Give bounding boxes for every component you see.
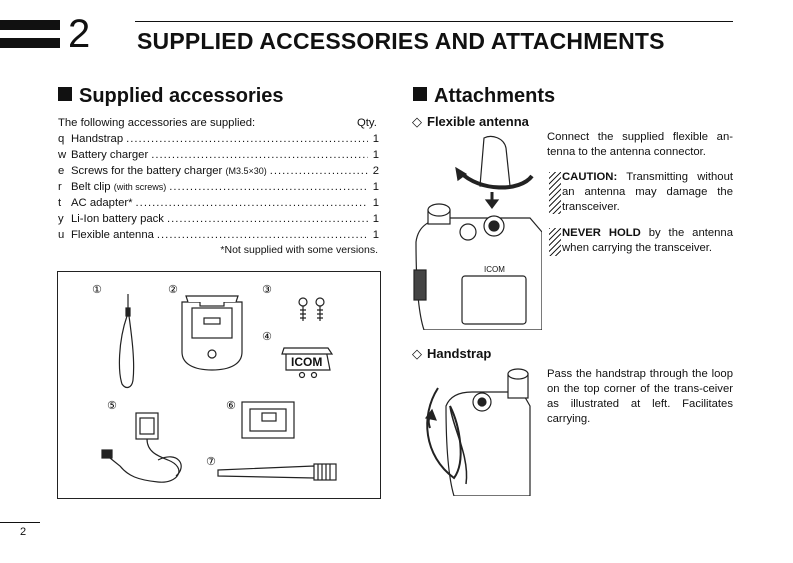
accessories-intro: The following accessories are supplied: — [58, 117, 256, 129]
figure-number-6: ⑥ — [226, 399, 236, 412]
accessory-qty: 1 — [372, 133, 379, 145]
subheading-text: Flexible antenna — [427, 114, 529, 129]
accessory-row — [58, 179, 379, 195]
attachments-heading — [413, 85, 555, 108]
figure-number-1: ① — [92, 283, 102, 296]
supplied-accessories-heading — [58, 85, 284, 108]
qty-label: Qty. — [357, 117, 377, 129]
accessory-qty: 1 — [372, 149, 379, 161]
chapter-title: SUPPLIED ACCESSORIES AND ATTACHMENTS — [137, 28, 665, 54]
caution-label: CAUTION: — [562, 171, 618, 183]
caution-note — [562, 170, 733, 215]
accessory-note: (M3.5×30) — [225, 166, 267, 176]
accessory-qty: 1 — [372, 229, 379, 241]
accessory-row — [58, 147, 379, 163]
never-hold-text: by the antenna when carrying the transceiver. — [562, 227, 733, 254]
accessory-note: (with screws) — [113, 182, 167, 192]
heading-text: Attachments — [434, 85, 556, 107]
subheading-text: Handstrap — [427, 346, 492, 361]
chapter-rule — [135, 21, 733, 22]
accessory-row — [58, 227, 379, 243]
handstrap-text: Pass the handstrap through the loop on the top corner of the trans-ceiver as illustrated at left. Facilitates carrying. — [547, 368, 733, 425]
battery-charger-drawing — [182, 296, 242, 370]
diamond-icon: ◇ — [412, 346, 422, 361]
accessory-name: Li-Ion battery pack — [71, 213, 164, 225]
accessory-row — [58, 211, 379, 227]
page-number: 2 — [20, 526, 27, 538]
leader-dots — [169, 179, 368, 195]
accessory-name: AC adapter* — [71, 197, 133, 209]
never-hold-hatch — [549, 228, 561, 256]
leader-dots — [136, 195, 368, 211]
battery-pack-drawing — [242, 402, 294, 438]
chapter-number: 2 — [68, 12, 91, 56]
accessory-name: Handstrap — [71, 133, 124, 145]
handstrap-drawing — [119, 294, 133, 387]
accessory-marker: q — [58, 133, 65, 145]
flexible-antenna-title — [412, 114, 529, 130]
chapter-tab-bar-bottom — [0, 38, 60, 48]
accessory-qty: 1 — [372, 213, 379, 225]
square-bullet-icon — [58, 87, 72, 101]
handstrap-title — [412, 346, 491, 362]
accessory-marker: y — [58, 213, 64, 225]
caution-hatch — [549, 172, 561, 214]
accessory-marker: u — [58, 229, 65, 241]
figure-number-2: ② — [168, 283, 178, 296]
accessory-qty: 1 — [372, 197, 379, 209]
chapter-tab-bar-top — [0, 20, 60, 30]
accessory-qty: 1 — [372, 181, 379, 193]
diamond-icon: ◇ — [412, 114, 422, 129]
leader-dots — [270, 163, 368, 179]
accessory-marker: e — [58, 165, 65, 177]
never-hold-label: NEVER HOLD — [562, 227, 641, 239]
heading-text: Supplied accessories — [79, 85, 284, 107]
leader-dots — [151, 147, 368, 163]
accessory-marker: t — [58, 197, 62, 209]
flexible-antenna-drawing — [218, 464, 336, 480]
figure-number-7: ⑦ — [206, 455, 216, 468]
never-hold-note — [562, 226, 733, 256]
caution-text: Transmitting without an antenna may damage the transceiver. — [562, 171, 733, 213]
accessory-name: Screws for the battery charger (M3.5×30) — [71, 165, 267, 177]
footnote: *Not supplied with some versions. — [220, 244, 378, 256]
antenna-connection-illustration — [410, 132, 542, 330]
accessories-figure — [57, 271, 381, 499]
leader-dots — [126, 131, 368, 147]
ac-adapter-drawing — [102, 413, 181, 482]
handstrap-illustration — [410, 366, 542, 496]
accessory-name: Flexible antenna — [71, 229, 154, 241]
page-number-rule — [0, 522, 40, 523]
accessory-name: Belt clip (with screws) — [71, 181, 167, 193]
radio-brand: ICOM — [484, 265, 505, 274]
screws-drawing — [299, 298, 324, 321]
belt-clip-brand: ICOM — [291, 355, 323, 369]
figure-number-3: ③ — [262, 283, 272, 296]
accessory-qty: 2 — [372, 165, 379, 177]
leader-dots — [167, 211, 368, 227]
accessory-marker: w — [58, 149, 67, 161]
accessory-row — [58, 195, 379, 211]
accessory-row — [58, 163, 379, 179]
leader-dots — [157, 227, 368, 243]
figure-number-5: ⑤ — [107, 399, 117, 412]
figure-number-4: ④ — [262, 330, 272, 343]
accessories-illustration — [58, 272, 380, 498]
accessory-marker: r — [58, 181, 62, 193]
accessory-name: Battery charger — [71, 149, 149, 161]
accessory-row — [58, 131, 379, 147]
square-bullet-icon — [413, 87, 427, 101]
flexible-antenna-text: Connect the supplied flexible an-tenna to the antenna connector. — [547, 131, 733, 158]
